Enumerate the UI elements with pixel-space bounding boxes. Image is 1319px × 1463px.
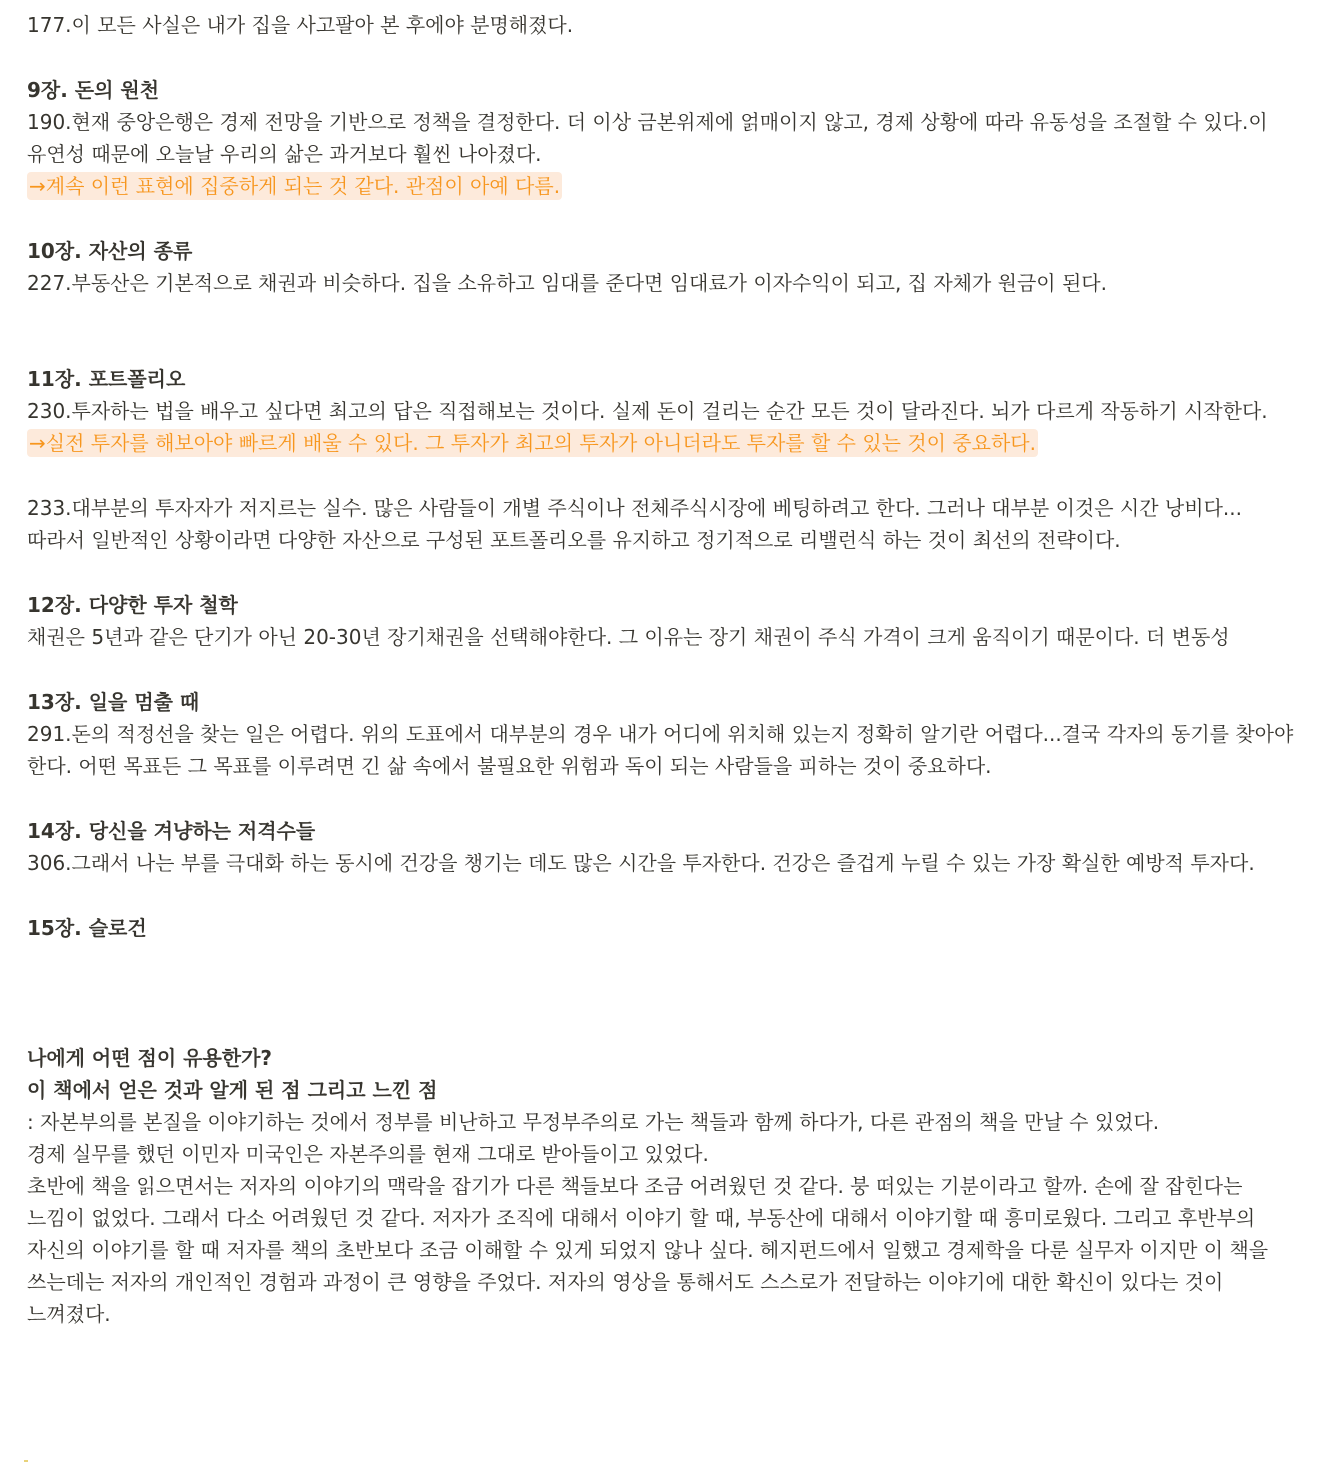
excerpt-227: 227.부동산은 기본적으로 채권과 비슷하다. 집을 소유하고 임대를 준다면 임대료가 이자수익이 되고, 집 자체가 원금이 된다.	[27, 271, 1107, 295]
highlighted-note-2: →실전 투자를 해보아야 빠르게 배울 수 있다. 그 투자가 최고의 투자가 아니더라도 투자를 할 수 있는 것이 중요하다.	[29, 431, 1036, 455]
highlight-fragment	[24, 1460, 28, 1462]
excerpt-bonds: 채권은 5년과 같은 단기가 아닌 20-30년 장기채권을 선택해야한다. 그 이유는 장기 채권이 주식 가격이 크게 움직이기 때문이다. 더 변동성	[27, 625, 1230, 649]
reflection-question-2: 이 책에서 얻은 것과 알게 된 점 그리고 느낀 점	[27, 1078, 438, 1102]
excerpt-177: 177.이 모든 사실은 내가 집을 사고팔아 본 후에야 분명해졌다.	[27, 13, 574, 37]
note-2-line	[27, 427, 1295, 459]
reflection-question-1: 나에게 어떤 점이 유용한가?	[27, 1046, 273, 1070]
chapter-9-heading: 9장. 돈의 원천	[27, 78, 160, 102]
highlighted-note-1: →계속 이런 표현에 집중하게 되는 것 같다. 관점이 아예 다름.	[29, 174, 561, 198]
excerpt-233: 233.대부분의 투자자가 저지르는 실수. 많은 사람들이 개별 주식이나 전체주식시장에 베팅하려고 한다. 그러나 대부분 이것은 시간 낭비다...따라서 일반적인 상황이라면 다양한 자산으로 구성된 포트폴리오를 유지하고 정기적으로 리밸런식 하는 것이 최선의 전략이다.	[27, 496, 1242, 552]
reflection-paragraph-2: 경제 실무를 했던 이민자 미국인은 자본주의를 현재 그대로 받아들이고 있었다.	[27, 1142, 709, 1166]
chapter-10-heading: 10장. 자산의 종류	[27, 239, 193, 263]
chapter-14-heading: 14장. 당신을 겨냥하는 저격수들	[27, 819, 316, 843]
note-1-line	[27, 170, 1295, 202]
chapter-15-heading: 15장. 슬로건	[27, 916, 147, 940]
excerpt-190: 190.현재 중앙은행은 경제 전망을 기반으로 정책을 결정한다. 더 이상 금본위제에 얽매이지 않고, 경제 상황에 따라 유동성을 조절할 수 있다.이 유연성 때문에 오늘날 우리의 삶은 과거보다 훨씬 나아졌다.	[27, 110, 1268, 166]
excerpt-230: 230.투자하는 법을 배우고 싶다면 최고의 답은 직접해보는 것이다. 실제 돈이 걸리는 순간 모든 것이 달라진다. 뇌가 다르게 작동하기 시작한다.	[27, 399, 1268, 423]
excerpt-306: 306.그래서 나는 부를 극대화 하는 동시에 건강을 챙기는 데도 많은 시간을 투자한다. 건강은 즐겁게 누릴 수 있는 가장 확실한 예방적 투자다.	[27, 851, 1255, 875]
chapter-13-heading: 13장. 일을 멈출 때	[27, 690, 200, 714]
reflection-paragraph-1: : 자본부의를 본질을 이야기하는 것에서 정부를 비난하고 무정부주의로 가는 책들과 함께 하다가, 다른 관점의 책을 만날 수 있었다.	[27, 1110, 1160, 1134]
excerpt-291: 291.돈의 적정선을 찾는 일은 어렵다. 위의 도표에서 대부분의 경우 내가 어디에 위치해 있는지 정확히 알기란 어렵다...결국 각자의 동기를 찾아야 한다. 어떤 목표든 그 목표를 이루려면 긴 삶 속에서 불필요한 위험과 독이 되는 사람들을 피하는 것이 중요하다.	[27, 722, 1294, 778]
chapter-11-heading: 11장. 포트폴리오	[27, 367, 186, 391]
reflection-paragraph-3: 초반에 책을 읽으면서는 저자의 이야기의 맥락을 잡기가 다른 책들보다 조금 어려웠던 것 같다. 붕 떠있는 기분이라고 할까. 손에 잘 잡힌다는 느낌이 없었다. 그래서 다소 어려웠던 것 같다. 저자가 조직에 대해서 이야기 할 때, 부동산에 대해서 이야기할 때 흥미로웠다. 그리고 후반부의 자신의 이야기를 할 때 저자를 책의 초반보다 조금 이해할 수 있게 되었지 않나 싶다. 헤지펀드에서 일했고 경제학을 다룬 실무자 이지만 이 책을 쓰는데는 저자의 개인적인 경험과 과정이 큰 영향을 주었다. 저자의 영상을 통해서도 스스로가 전달하는 이야기에 대한 확신이 있다는 것이 느껴졌다.	[27, 1174, 1269, 1326]
document-body	[27, 9, 1295, 1330]
chapter-12-heading: 12장. 다양한 투자 철학	[27, 593, 238, 617]
